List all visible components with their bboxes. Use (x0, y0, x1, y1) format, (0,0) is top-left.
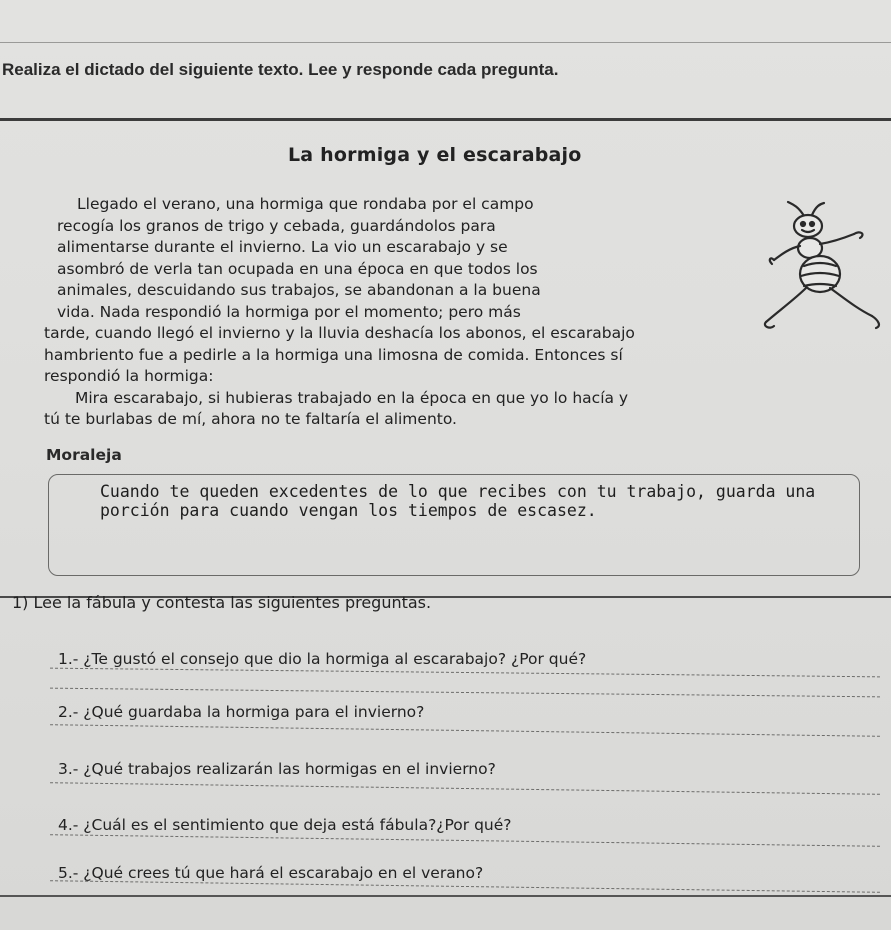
story-line: Llegado el verano, una hormiga que rondaba por el campo (77, 195, 534, 213)
story-line: tú te burlabas de mí, ahora no te faltaría el alimento. (44, 410, 457, 428)
story-line: animales, descuidando sus trabajos, se abandonan a la buena (57, 281, 541, 299)
story-body (44, 194, 807, 431)
question-3: 3.- ¿Qué trabajos realizarán las hormigas en el invierno? (58, 760, 496, 778)
story-line: recogía los granos de trigo y cebada, guardándolos para (57, 216, 496, 235)
activity-title: 1) Lee la fábula y contesta las siguientes preguntas. (12, 593, 432, 612)
answer-line-2[interactable] (50, 724, 880, 737)
question-2: 2.- ¿Qué guardaba la hormiga para el invierno? (58, 703, 425, 721)
answer-line-1[interactable] (50, 668, 880, 678)
top-divider (0, 42, 891, 43)
story-line: respondió la hormiga: (44, 367, 214, 385)
ant-illustration-icon (760, 198, 885, 333)
story-line: asombró de verla tan ocupada en una época en que todos los (57, 259, 538, 278)
answer-line-5[interactable] (50, 880, 880, 893)
question-4: 4.- ¿Cuál es el sentimiento que deja está fábula?¿Por qué? (58, 816, 512, 834)
story-line: vida. Nada respondió la hormiga por el momento; pero más (57, 302, 521, 321)
story-line: hambriento fue a pedirle a la hormiga una limosna de comida. Entonces sí (44, 345, 623, 364)
answer-line-3[interactable] (50, 782, 880, 795)
story-line: Mira escarabajo, si hubieras trabajado en la época en que yo lo hacía y (75, 388, 629, 407)
question-5: 5.- ¿Qué crees tú que hará el escarabajo en el verano? (58, 864, 484, 882)
question-1: 1.- ¿Te gustó el consejo que dio la hormiga al escarabajo? ¿Por qué? (58, 650, 587, 668)
story-line: tarde, cuando llegó el invierno y la lluvia deshacía los abonos, el escarabajo (44, 324, 635, 342)
answer-line-1b[interactable] (50, 688, 880, 698)
story-title: La hormiga y el escarabajo (288, 144, 582, 166)
moral-text: Cuando te queden excedentes de lo que recibes con tu trabajo, guarda una porción para cuando vengan los tiempos de escasez. (100, 482, 816, 520)
bottom-divider (0, 895, 891, 897)
answer-line-4[interactable] (50, 834, 880, 847)
moral-title: Moraleja (46, 446, 122, 464)
instruction-text: Realiza el dictado del siguiente texto. Lee y responde cada pregunta. (2, 60, 559, 79)
story-line: alimentarse durante el invierno. La vio un escarabajo y se (57, 238, 508, 256)
